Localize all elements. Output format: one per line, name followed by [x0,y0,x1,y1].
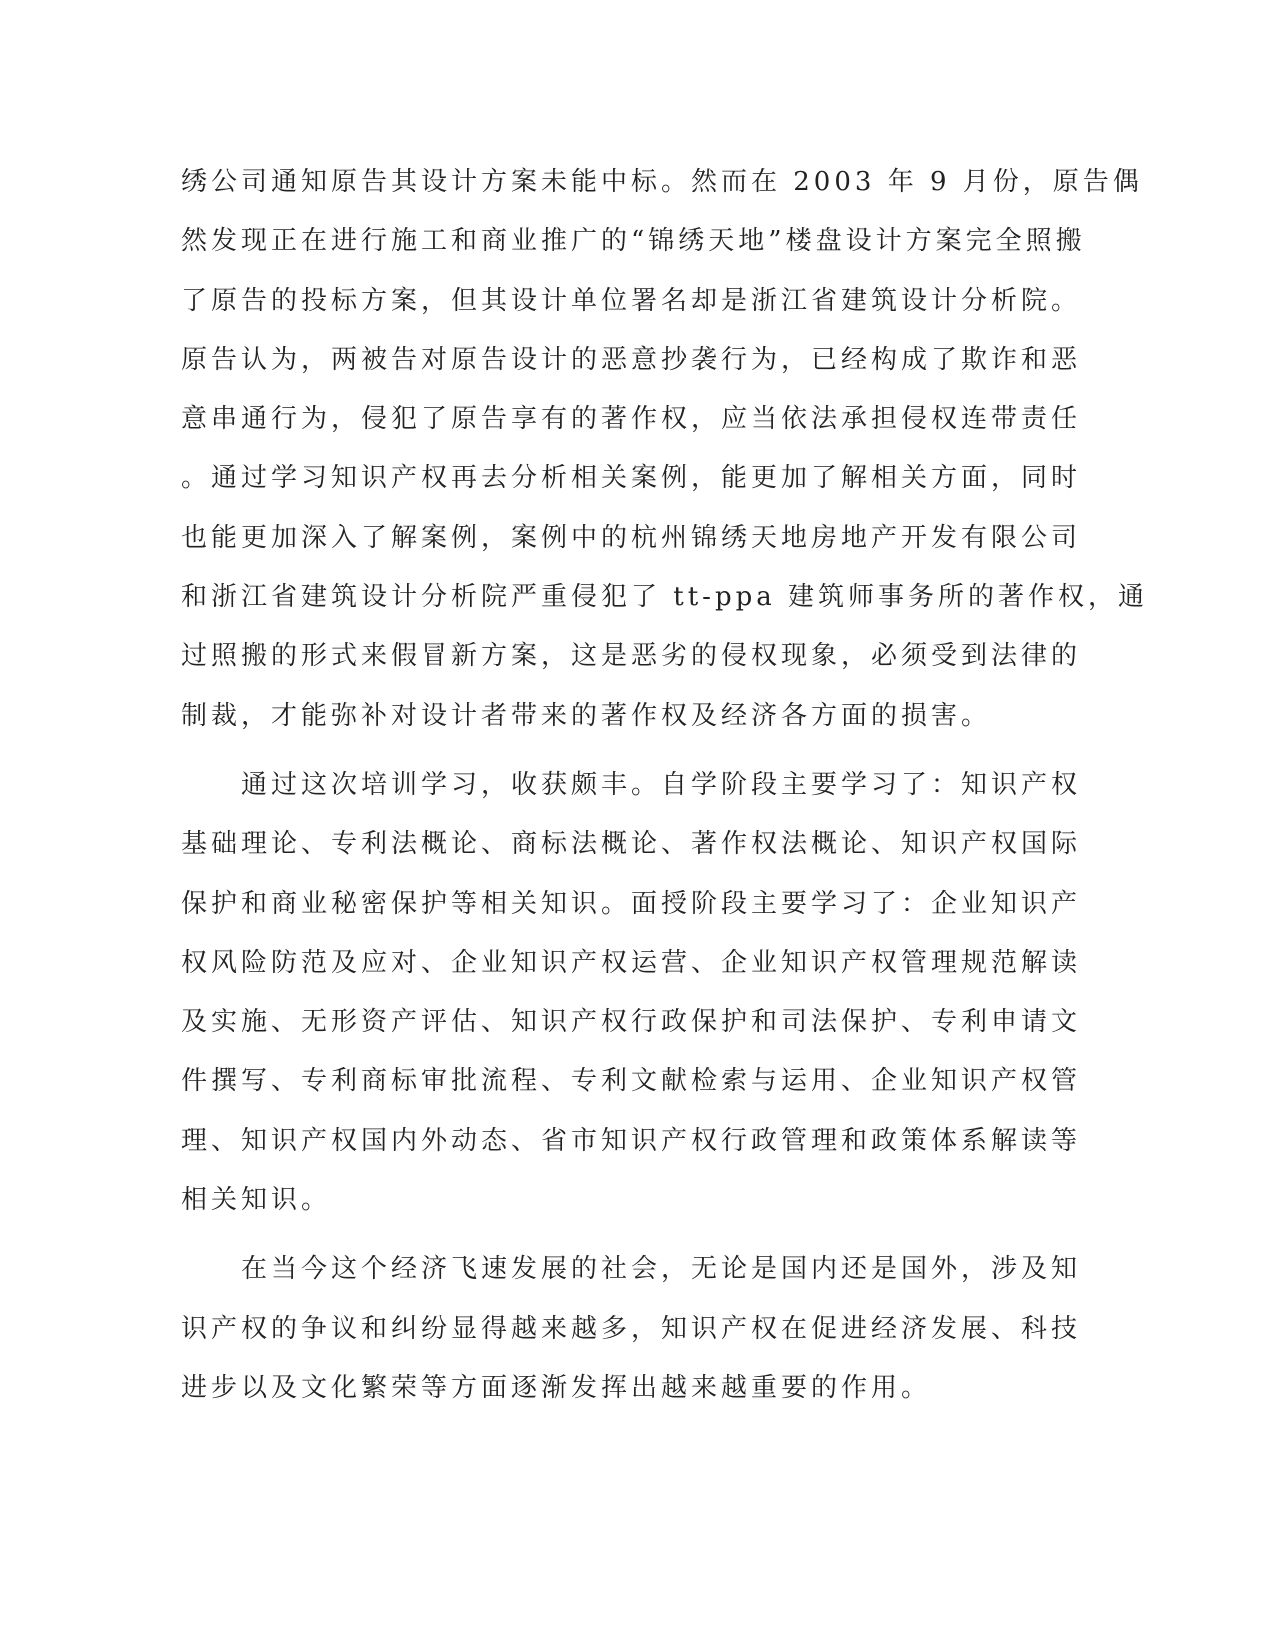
text-line: 识产权的争议和纠纷显得越来越多，知识产权在促进经济发展、科技 [181,1313,1082,1344]
text-line: 绣公司通知原告其设计方案未能中标。然而在 2003 年 9 月份，原告偶 [181,167,1143,197]
text-line: 了原告的投标方案，但其设计单位署名却是浙江省建筑设计分析院。 [181,285,1082,316]
text-line: 过照搬的形式来假冒新方案，这是恶劣的侵权现象，必须受到法律的 [181,641,1082,672]
paragraph-training-summary [181,756,1082,1230]
text-line: 意串通行为，侵犯了原告享有的著作权，应当依法承担侵权连带责任 [181,404,1082,435]
text-line: 相关知识。 [181,1185,332,1216]
text-line: 权风险防范及应对、企业知识产权运营、企业知识产权管理规范解读 [181,947,1082,978]
text-line: 件撰写、专利商标审批流程、专利文献检索与运用、企业知识产权管 [181,1066,1082,1097]
text-line: 。通过学习知识产权再去分析相关案例，能更加了解相关方面，同时 [181,463,1082,494]
text-line: 基础理论、专利法概论、商标法概论、著作权法概论、知识产权国际 [181,829,1082,860]
text-line: 进步以及文化繁荣等方面逐渐发挥出越来越重要的作用。 [181,1372,932,1403]
paragraph-conclusion [181,1240,1082,1418]
text-line: 原告认为，两被告对原告设计的恶意抄袭行为，已经构成了欺诈和恶 [181,344,1082,375]
text-line: 和浙江省建筑设计分析院严重侵犯了 tt-ppa 建筑师事务所的著作权，通 [181,582,1148,613]
paragraph-case-analysis [181,153,1148,746]
text-line: 保护和商业秘密保护等相关知识。面授阶段主要学习了：企业知识产 [181,888,1082,919]
text-line: 制裁，才能弥补对设计者带来的著作权及经济各方面的损害。 [181,700,992,731]
text-line: 也能更加深入了解案例，案例中的杭州锦绣天地房地产开发有限公司 [181,522,1082,553]
text-line: 通过这次培训学习，收获颇丰。自学阶段主要学习了：知识产权 [181,769,1082,800]
document-body [181,153,1148,1418]
text-line: 及实施、无形资产评估、知识产权行政保护和司法保护、专利申请文 [181,1007,1082,1038]
text-line: 然发现正在进行施工和商业推广的“锦绣天地”楼盘设计方案完全照搬 [181,226,1086,257]
paragraph-spacer [181,1230,1031,1240]
paragraph-spacer [181,746,1031,756]
text-line: 在当今这个经济飞速发展的社会，无论是国内还是国外，涉及知 [181,1254,1082,1285]
text-line: 理、知识产权国内外动态、省市知识产权行政管理和政策体系解读等 [181,1125,1082,1156]
